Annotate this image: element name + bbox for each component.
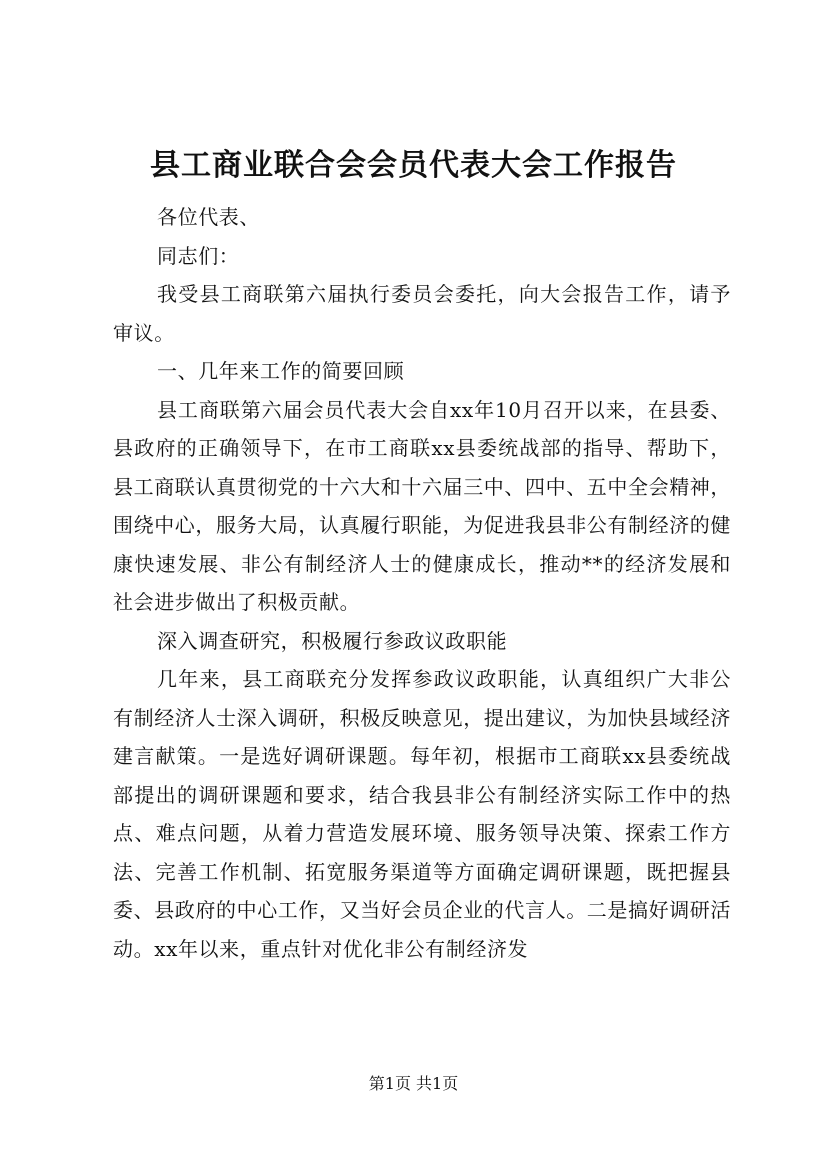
subsection-heading: 深入调查研究，积极履行参政议政职能 xyxy=(157,628,508,653)
paragraph-intro: 我受县工商联第六届执行委员会委托，向大会报告工作，请予审议。 xyxy=(113,282,731,345)
salutation-line-2: 同志们： xyxy=(157,243,240,268)
document-title: 县工商业联合会会员代表大会工作报告 xyxy=(150,148,677,183)
paragraph-review: 县工商联第六届会员代表大会自xx年10月召开以来，在县委、县政府的正确领导下，在市工商联xx县委统战部的指导、帮助下，县工商联认真贯彻党的十六大和十六届三中、四中、五中全会精神，围绕中心，服务大局，认真履行职能，为促进我县非公有制经济的健康快速发展、非公有制经济人士的健康成长，推动**的经济发展和社会进步做出了积极贡献。 xyxy=(113,397,731,614)
document-body xyxy=(113,198,731,968)
section-heading-1: 一、几年来工作的简要回顾 xyxy=(157,359,405,383)
salutation-line-1: 各位代表、 xyxy=(157,205,260,229)
paragraph-research: 几年来，县工商联充分发挥参政议政职能，认真组织广大非公有制经济人士深入调研，积极反映意见，提出建议，为加快县域经济建言献策。一是选好调研课题。每年初，根据市工商联xx县委统战部提出的调研课题和要求，结合我县非公有制经济实际工作中的热点、难点问题，从着力营造发展环境、服务领导决策、探索工作方法、完善工作机制、拓宽服务渠道等方面确定调研课题，既把握县委、县政府的中心工作，又当好会员企业的代言人。二是搞好调研活动。xx年以来，重点针对优化非公有制经济发 xyxy=(113,667,731,961)
page-footer: 第1页 共1页 xyxy=(368,1074,459,1093)
